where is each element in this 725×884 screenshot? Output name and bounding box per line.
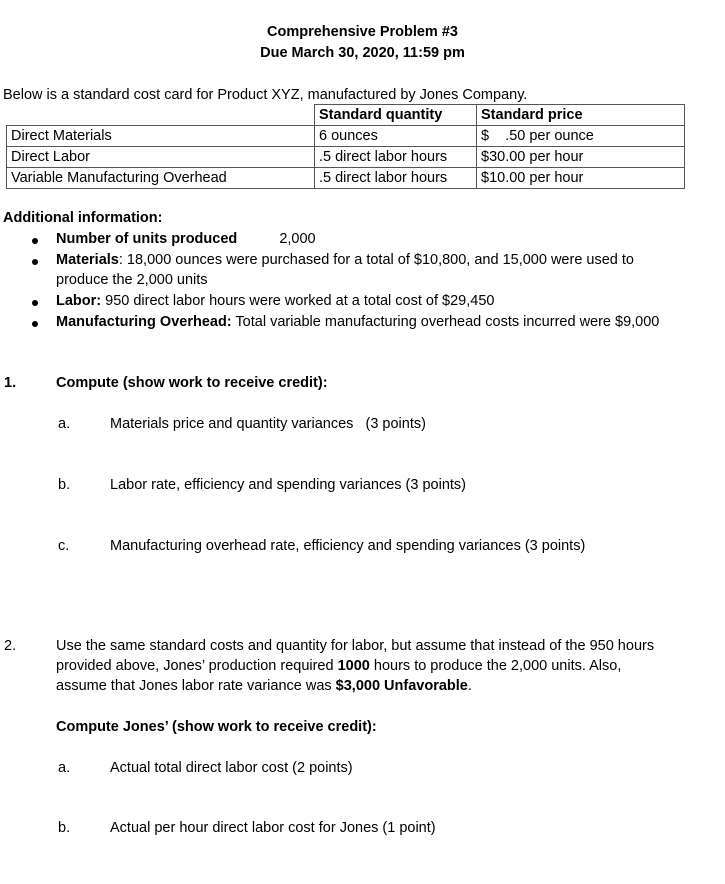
question-2-line-1: Use the same standard costs and quantity for labor, but assume that instead of the 950 hours: [56, 638, 655, 654]
table-header-cell: [7, 105, 315, 126]
question-1-number: 1.: [4, 375, 17, 391]
part-letter: b.: [58, 477, 71, 493]
emphasis-hours: 1000: [337, 658, 370, 674]
part-letter: c.: [58, 538, 70, 554]
bullet-icon: [32, 321, 38, 327]
table-row: [7, 147, 685, 168]
text-run: provided above, Jones’ production required: [56, 658, 338, 674]
table-cell: Direct Labor: [7, 147, 315, 168]
text-run: .: [467, 678, 472, 694]
bullet-icon: [32, 259, 38, 265]
question-2-number: 2.: [4, 638, 17, 654]
bullet-text: 2,000: [279, 231, 316, 247]
standard-cost-card-table: [6, 104, 685, 189]
list-item: [56, 231, 316, 247]
part-text: Manufacturing overhead rate, efficiency and spending variances (3 points): [110, 538, 586, 554]
table-header-cell: Standard quantity: [315, 105, 477, 126]
emphasis-variance: $3,000 Unfavorable: [335, 678, 468, 694]
table-cell: $30.00 per hour: [477, 147, 685, 168]
question-1-prompt: Compute (show work to receive credit):: [56, 375, 328, 391]
text-run: assume that Jones labor rate variance was: [56, 678, 336, 694]
table-row: [7, 126, 685, 147]
bullet-text: 950 direct labor hours were worked at a total cost of $29,450: [101, 293, 495, 309]
table-cell: Variable Manufacturing Overhead: [7, 168, 315, 189]
table-cell: $ .50 per ounce: [477, 126, 685, 147]
question-2-line-2: [56, 658, 621, 674]
part-text: Actual total direct labor cost (2 points): [110, 760, 353, 776]
bullet-text-continued: produce the 2,000 units: [56, 272, 208, 288]
part-letter: a.: [58, 416, 71, 432]
table-row: [7, 168, 685, 189]
bullet-label: Manufacturing Overhead:: [56, 314, 232, 330]
table-header-row: [7, 105, 685, 126]
question-2-prompt: Compute Jones’ (show work to receive credit):: [56, 719, 377, 735]
table-cell: 6 ounces: [315, 126, 477, 147]
table-cell: .5 direct labor hours: [315, 147, 477, 168]
bullet-label: Labor:: [56, 293, 102, 309]
bullet-text: Total variable manufacturing overhead costs incurred were $9,000: [231, 314, 660, 330]
bullet-label: Materials: [56, 252, 119, 268]
part-text: Materials price and quantity variances (3 points): [110, 416, 426, 432]
intro-text: Below is a standard cost card for Product XYZ, manufactured by Jones Company.: [3, 87, 528, 103]
list-item: [56, 252, 634, 268]
list-item: [56, 293, 494, 309]
part-letter: b.: [58, 820, 71, 836]
table-cell: $10.00 per hour: [477, 168, 685, 189]
table-cell: Direct Materials: [7, 126, 315, 147]
question-2-line-3: [56, 678, 472, 694]
bullet-icon: [32, 300, 38, 306]
part-letter: a.: [58, 760, 71, 776]
due-date: Due March 30, 2020, 11:59 pm: [260, 45, 465, 61]
part-text: Actual per hour direct labor cost for Jones (1 point): [110, 820, 436, 836]
part-text: Labor rate, efficiency and spending variances (3 points): [110, 477, 467, 493]
bullet-icon: [32, 238, 38, 244]
text-run: hours to produce the 2,000 units. Also,: [369, 658, 622, 674]
bullet-text: : 18,000 ounces were purchased for a total of $10,800, and 15,000 were used to: [118, 252, 634, 268]
bullet-label: Number of units produced: [56, 231, 238, 247]
additional-info-heading: Additional information:: [3, 210, 163, 226]
list-item: [56, 314, 659, 330]
table-header-cell: Standard price: [477, 105, 685, 126]
table-cell: .5 direct labor hours: [315, 168, 477, 189]
page-title: Comprehensive Problem #3: [267, 24, 458, 40]
